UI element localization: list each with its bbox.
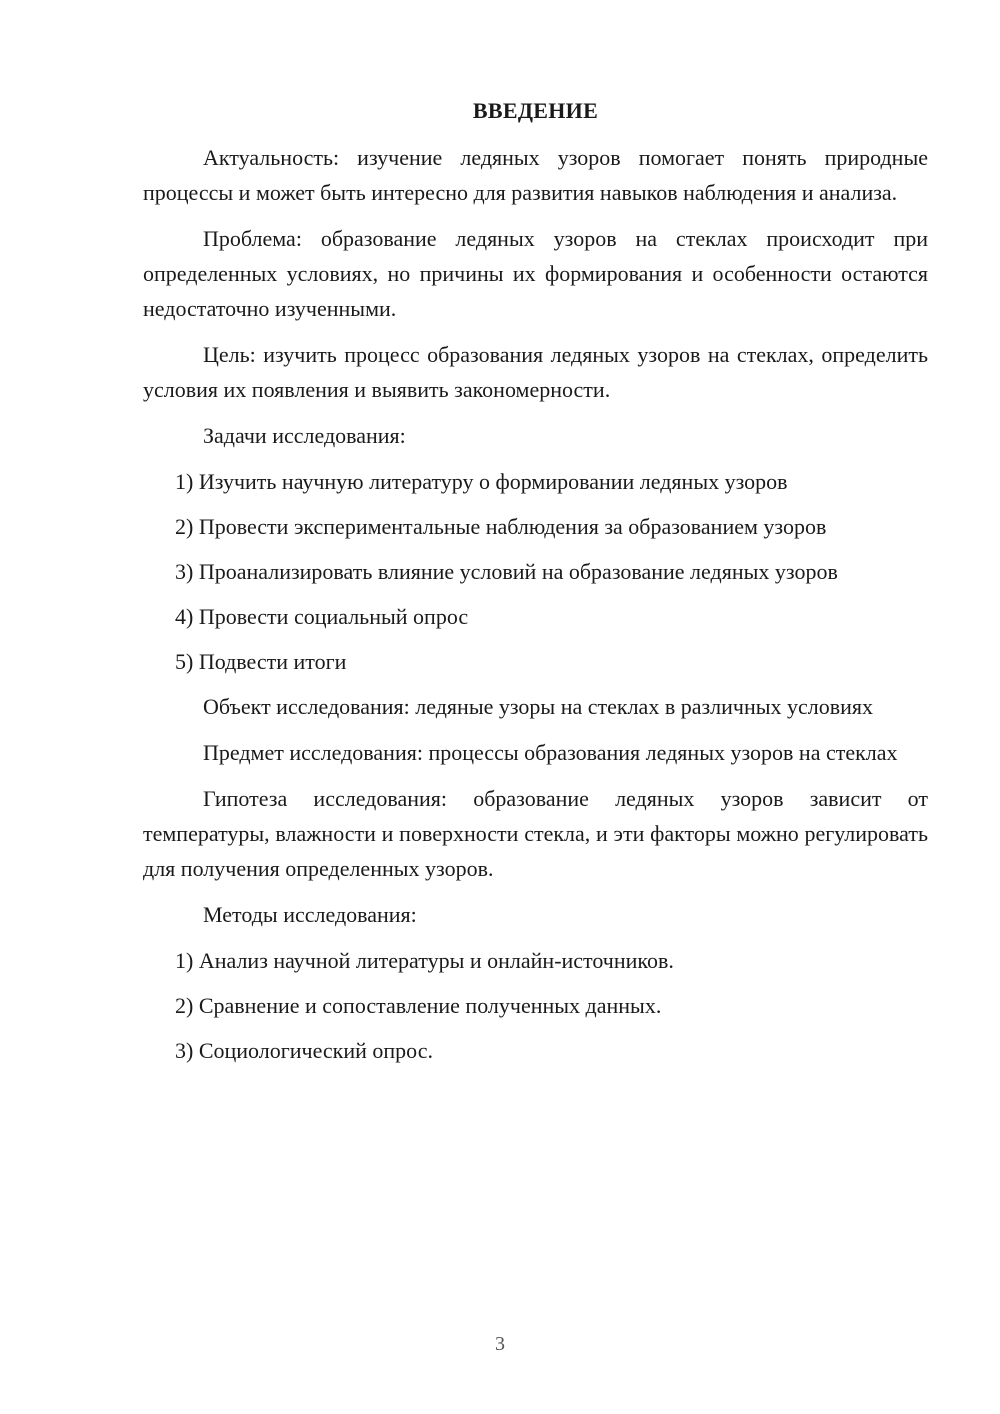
list-item: 3) Социологический опрос. bbox=[175, 1038, 433, 1063]
document-page bbox=[143, 96, 928, 1078]
goal-paragraph: Цель: изучить процесс образования ледяных узоров на стеклах, определить условия их появления и выявить закономерности. bbox=[143, 342, 928, 402]
object-paragraph: Объект исследования: ледяные узоры на стеклах в различных условиях bbox=[203, 694, 874, 719]
tasks-heading: Задачи исследования: bbox=[203, 423, 406, 448]
methods-heading: Методы исследования: bbox=[203, 902, 417, 927]
problem-paragraph: Проблема: образование ледяных узоров на стеклах происходит при определенных условиях, но причины их формирования и особенности остаются недостаточно изученными. bbox=[143, 226, 928, 321]
subject-paragraph: Предмет исследования: процессы образования ледяных узоров на стеклах bbox=[203, 740, 898, 765]
document-title: ВВЕДЕНИЕ bbox=[472, 98, 599, 123]
relevance-paragraph: Актуальность: изучение ледяных узоров помогает понять природные процессы и может быть интересно для развития навыков наблюдения и анализа. bbox=[143, 145, 928, 205]
list-item: 4) Провести социальный опрос bbox=[175, 604, 469, 629]
tasks-list bbox=[143, 464, 928, 679]
list-item: 1) Изучить научную литературу о формировании ледяных узоров bbox=[175, 469, 788, 494]
list-item: 2) Сравнение и сопоставление полученных данных. bbox=[175, 993, 662, 1018]
list-item: 3) Проанализировать влияние условий на образование ледяных узоров bbox=[175, 559, 838, 584]
hypothesis-paragraph: Гипотеза исследования: образование ледяных узоров зависит от температуры, влажности и поверхности стекла, и эти факторы можно регулировать для получения определенных узоров. bbox=[143, 786, 928, 881]
list-item: 2) Провести экспериментальные наблюдения за образованием узоров bbox=[175, 514, 827, 539]
list-item: 5) Подвести итоги bbox=[175, 649, 347, 674]
list-item: 1) Анализ научной литературы и онлайн-источников. bbox=[175, 948, 674, 973]
page-number: 3 bbox=[495, 1333, 505, 1355]
methods-list bbox=[143, 943, 928, 1068]
